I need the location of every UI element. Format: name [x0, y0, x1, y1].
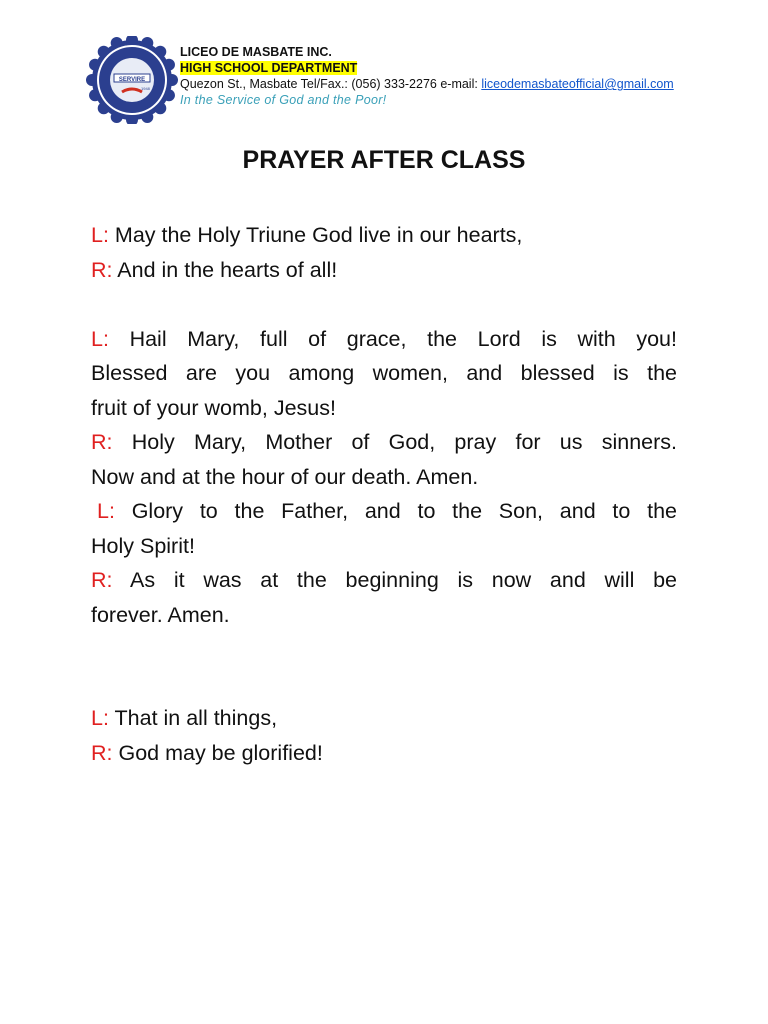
prayer-text: God may be glorified! — [112, 740, 323, 765]
prayer-text: As it was at the beginning is now and will be — [112, 568, 677, 592]
response-marker: R: — [91, 740, 113, 765]
prayer-text: Holy Mary, Mother of God, pray for us sinners. — [112, 430, 677, 454]
email-link[interactable]: liceodemasbateofficial@gmail.com — [481, 77, 674, 91]
prayer-body — [91, 218, 677, 770]
department-name: HIGH SCHOOL DEPARTMENT — [180, 61, 358, 75]
prayer-text: forever. Amen. — [91, 602, 230, 627]
school-seal-logo — [84, 36, 180, 124]
prayer-text: Blessed are you among women, and blessed is the — [91, 361, 677, 385]
address-text: Quezon St., Masbate Tel/Fax.: (056) 333-2276 e-mail: — [180, 77, 482, 91]
prayer-line — [91, 425, 677, 460]
prayer-line — [91, 253, 677, 288]
prayer-line — [91, 701, 677, 736]
prayer-text: And in the hearts of all! — [112, 257, 338, 282]
motto: In the Service of God and the Poor! — [180, 93, 387, 107]
svg-text:SERVIRE: SERVIRE — [118, 77, 146, 83]
prayer-text: Hail Mary, full of grace, the Lord is with you! — [108, 326, 677, 351]
page-title: PRAYER AFTER CLASS — [242, 146, 526, 174]
response-marker: R: — [91, 257, 113, 282]
response-marker: R: — [91, 568, 113, 592]
prayer-line — [91, 322, 677, 357]
prayer-line — [91, 460, 677, 495]
prayer-line — [91, 529, 677, 564]
prayer-text: fruit of your womb, Jesus! — [91, 395, 336, 420]
seal-scallop — [166, 74, 178, 86]
prayer-text: Now and at the hour of our death. Amen. — [91, 464, 479, 489]
letterhead — [180, 44, 674, 108]
prayer-line — [91, 391, 677, 426]
org-name: LICEO DE MASBATE INC. — [180, 45, 332, 59]
svg-text:1948: 1948 — [141, 86, 150, 91]
leader-marker: L: — [91, 706, 109, 730]
response-marker: R: — [91, 430, 113, 454]
prayer-line — [91, 494, 677, 529]
prayer-text: May the Holy Triune God live in our hearts, — [108, 223, 523, 247]
leader-marker: L: — [91, 326, 109, 351]
seal-scallop — [86, 74, 98, 86]
leader-marker: L: — [97, 499, 115, 523]
prayer-text: That in all things, — [108, 706, 278, 730]
prayer-line — [91, 218, 677, 253]
leader-marker: L: — [91, 223, 109, 247]
prayer-line — [91, 563, 677, 598]
prayer-line — [91, 598, 677, 633]
prayer-line — [91, 356, 677, 391]
prayer-line — [91, 736, 677, 771]
prayer-text: Glory to the Father, and to the Son, and to the — [114, 499, 677, 523]
prayer-text: Holy Spirit! — [91, 533, 195, 558]
